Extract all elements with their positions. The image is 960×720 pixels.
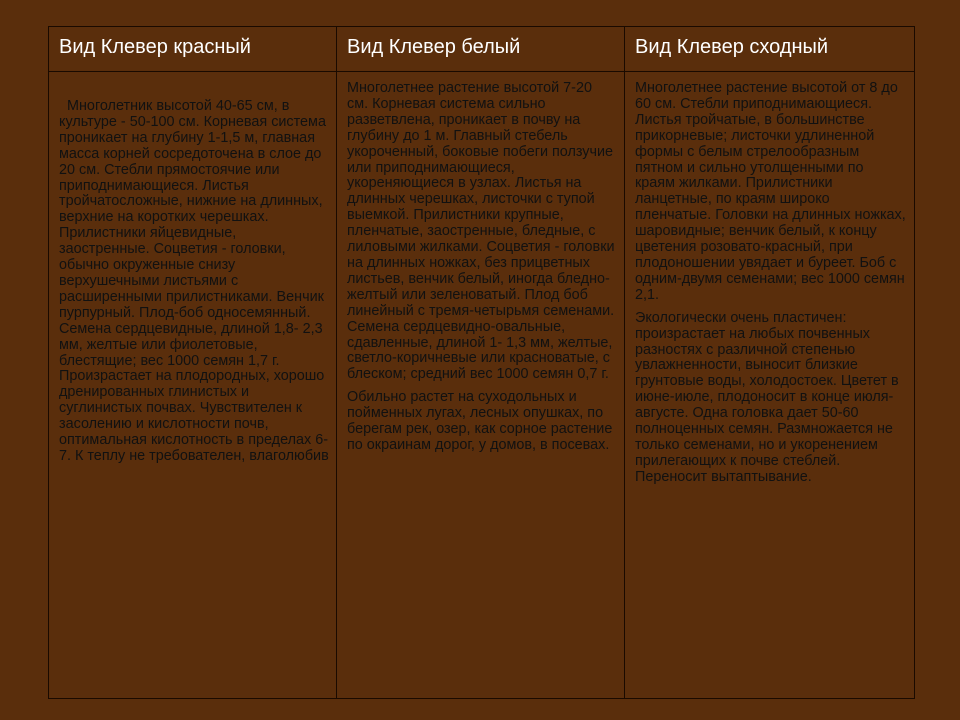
cell-white-clover [337, 72, 625, 699]
similar-clover-description: Многолетнее растение высотой от 8 до 60 см. Стебли приподнимающиеся. Листья тройчатые, в большинстве прикорневые; листочки удлиненной формы с белым стрелообразным пятном и сильно утолщенными по краям жилками. Прилистники ланцетные, по краям широко пленчатые. Головки на длинных ножках, шаровидные; венчик белый, к концу цветения розовато-красный, при плодоношении увядает и буреет. Боб с одним-двумя семенами; вес 1000 семян 2,1. [635, 80, 906, 303]
header-red-clover: Вид Клевер красный [49, 27, 337, 72]
white-clover-habitat: Обильно растет на суходольных и пойменных лугах, лесных опушках, по берегам рек, озер, как сорное растение по окраинам дорог, у домов, в посевах. [347, 389, 613, 453]
header-similar-clover: Вид Клевер сходный [625, 27, 915, 72]
cell-similar-clover [625, 72, 915, 699]
header-white-clover: Вид Клевер белый [337, 27, 625, 72]
white-clover-description: Многолетнее растение высотой 7-20 см. Корневая система сильно разветвлена, проникает в почву на глубину до 1 м. Главный стебель укороченный, боковые побеги ползучие или приподнимающиеся, укореняющиеся в узлах. Листья на длинных черешках, листочки с тупой выемкой. Прилистники крупные, пленчатые, заостренные, бледные, с лиловыми жилками. Соцветия - головки на длинных ножках, без прицветных листьев, венчик белый, иногда бледно-желтый или зеленоватый. Плод боб линейный с тремя-четырьмя семенами. Семена сердцевидно-овальные, сдавленные, длиной 1- 1,3 мм, желтые, светло-коричневые или красноватые, с блеском; средний вес 1000 семян 0,7 г. [347, 80, 615, 383]
similar-clover-ecology: Экологически очень пластичен: произрастает на любых почвенных разностях с различной степенью увлажненности, выносит близкие грунтовые воды, холодостоек. Цветет в июне-июле, плодоносит в конце июля-августе. Одна головка дает 50-60 полноценных семян. Размножается не только семенами, но и укоренением прилегающих к почве стеблей. Переносит вытаптывание. [635, 309, 899, 485]
cell-red-clover [49, 72, 337, 699]
header-row [49, 27, 915, 72]
table-body [49, 72, 915, 699]
table-header [49, 27, 915, 72]
red-clover-description: Многолетник высотой 40-65 см, в культуре - 50-100 см. Корневая система проникает на глубину 1-1,5 м, главная масса корней сосредоточена в слое до 20 см. Стебли прямостоячие или приподнимающиеся. Листья тройчатосложные, нижние на длинных, верхние на коротких черешках. Прилистники яйцевидные, заостренные. Соцветия - головки, обычно окруженные снизу верхушечными листьями с расширенными прилистниками. Венчик пурпурный. Плод-боб односемянный. Семена сердцевидные, длиной 1,8- 2,3 мм, желтые или фиолетовые, блестящие; вес 1000 семян 1,7 г. Произрастает на плодородных, хорошо дренированных глинистых и суглинистых почвах. Чувствителен к засолению и кислотности почв, оптимальная кислотность в пределах 6- 7. К теплу не требователен, влаголюбив [59, 98, 329, 464]
content-row [49, 72, 915, 699]
comparison-table [48, 26, 915, 699]
